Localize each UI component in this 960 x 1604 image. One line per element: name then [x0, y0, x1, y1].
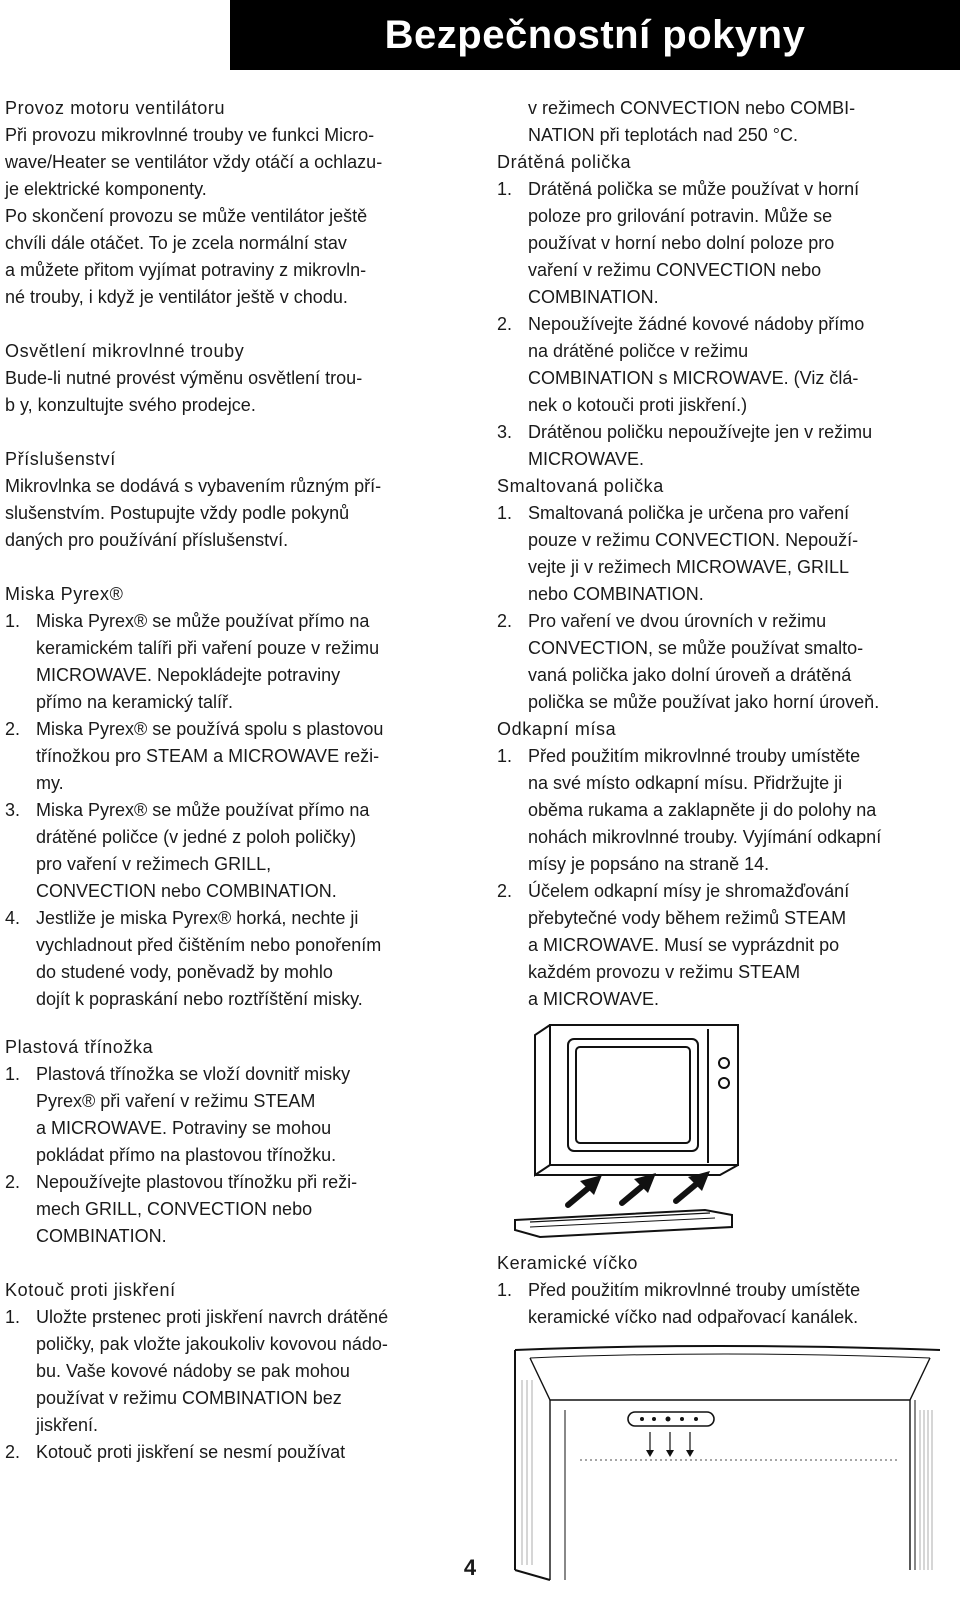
left-column: [5, 95, 470, 1013]
text-line: Při provozu mikrovlnné trouby ve funkci Micro-: [5, 125, 375, 145]
list-item-line: Před použitím mikrovlnné trouby umístěte: [528, 746, 861, 766]
list-item-line: pro vaření v režimech GRILL,: [36, 854, 272, 874]
list-item-line: pouze v režimu CONVECTION. Nepouží-: [528, 530, 859, 550]
list-item-line: nek o kotouči proti jiskření.): [528, 395, 748, 415]
list-item-line: přímo na keramický talíř.: [36, 692, 234, 712]
list-item: [497, 311, 952, 419]
list-number: 1.: [497, 179, 513, 199]
list-item-line: Miska Pyrex® se může používat přímo na: [36, 611, 370, 631]
text-line: daných pro používání příslušenství.: [5, 530, 289, 550]
list-item-line: MICROWAVE. Nepokládejte potraviny: [36, 665, 341, 685]
list-item: [497, 176, 952, 311]
list-item-line: COMBINATION.: [528, 287, 659, 307]
list-item-line: Nepoužívejte žádné kovové nádoby přímo: [528, 314, 865, 334]
list-item-line: my.: [36, 773, 64, 793]
list-item-line: Miska Pyrex® se používá spolu s plastovou: [36, 719, 384, 739]
list-item-line: přebytečné vody během režimů STEAM: [528, 908, 847, 928]
list-number: 1.: [5, 611, 21, 631]
wire-shelf-list: [497, 176, 952, 473]
list-item-line: do studené vody, poněvadž by mohlo: [36, 962, 333, 982]
list-item: [5, 797, 470, 905]
list-number: 2.: [5, 1442, 21, 1462]
list-item-line: jiskření.: [36, 1415, 99, 1435]
list-item-line: keramickém talíři při vaření pouze v režimu: [36, 638, 380, 658]
list-item-line: MICROWAVE.: [528, 449, 644, 469]
list-number: 1.: [497, 1280, 513, 1300]
text-line: Bude-li nutné provést výměnu osvětlení trou-: [5, 368, 363, 388]
text-line: Po skončení provozu se může ventilátor ještě: [5, 206, 368, 226]
right-column: [497, 95, 952, 1013]
list-number: 2.: [497, 314, 513, 334]
list-item-line: COMBINATION.: [36, 1226, 167, 1246]
list-item-line: Jestliže je miska Pyrex® horká, nechte ji: [36, 908, 359, 928]
page-title: Bezpečnostní pokyny: [384, 12, 806, 57]
list-item-line: na své místo odkapní mísu. Přidržujte ji: [528, 773, 843, 793]
list-item-line: vejte ji v režimech MICROWAVE, GRILL: [528, 557, 850, 577]
section-heading-pyrex: Miska Pyrex®: [5, 584, 124, 604]
list-item-line: oběma rukama a zaklapněte ji do polohy na: [528, 800, 877, 820]
list-item-line: a MICROWAVE. Musí se vyprázdnit po: [528, 935, 840, 955]
text-line: chvíli dále otáčet. To je zcela normální stav: [5, 233, 347, 253]
text-line: Mikrovlnka se dodává s vybavením různým pří-: [5, 476, 382, 496]
list-item: [5, 1439, 470, 1466]
list-item: [497, 878, 952, 1013]
list-item-line: Miska Pyrex® se může používat přímo na: [36, 800, 370, 820]
text-line: wave/Heater se ventilátor vždy otáčí a ochlazu-: [5, 152, 383, 172]
list-item: [5, 1061, 470, 1169]
list-item-line: nohách mikrovlnné trouby. Vyjímání odkapní: [528, 827, 882, 847]
section-heading-enamel-shelf: Smaltovaná polička: [497, 476, 664, 496]
text-line: je elektrické komponenty.: [5, 179, 207, 199]
list-item-line: Drátěnou poličku nepoužívejte jen v režimu: [528, 422, 873, 442]
list-item: [5, 716, 470, 797]
accessories-paragraph: [5, 473, 470, 554]
list-item-line: Před použitím mikrovlnné trouby umístěte: [528, 1280, 861, 1300]
list-item: [497, 500, 952, 608]
text-line: v režimech CONVECTION nebo COMBI-: [528, 98, 856, 118]
list-item: [5, 905, 470, 1013]
fan-paragraph: [5, 122, 470, 311]
list-item: [497, 419, 952, 473]
list-item-line: Plastová třínožka se vloží dovnitř misky: [36, 1064, 351, 1084]
list-number: 1.: [5, 1307, 21, 1327]
list-item-line: COMBINATION s MICROWAVE. (Viz člá-: [528, 368, 859, 388]
list-item-line: vychladnout před čištěním nebo ponořením: [36, 935, 382, 955]
list-item: [5, 1304, 470, 1439]
ceramic-lid-list: [497, 1277, 952, 1331]
list-item-line: polička se může používat jako horní úroveň.: [528, 692, 880, 712]
list-number: 2.: [5, 1172, 21, 1192]
list-item-line: Kotouč proti jiskření se nesmí používat: [36, 1442, 346, 1462]
section-heading-accessories: Příslušenství: [5, 449, 116, 469]
section-heading-fan: Provoz motoru ventilátoru: [5, 98, 226, 118]
list-number: 1.: [497, 746, 513, 766]
text-line: NATION při teplotách nad 250 °C.: [528, 125, 798, 145]
list-item: [5, 608, 470, 716]
pyrex-list: [5, 608, 470, 1013]
text-line: a můžete přitom vyjímat potraviny z mikrovln-: [5, 260, 367, 280]
list-item-line: používat v režimu COMBINATION bez: [36, 1388, 342, 1408]
list-item-line: na drátěné poličce v režimu: [528, 341, 749, 361]
section-heading-ring: Kotouč proti jiskření: [5, 1280, 176, 1300]
list-number: 3.: [5, 800, 21, 820]
list-item-line: každém provozu v režimu STEAM: [528, 962, 801, 982]
tripod-list: [5, 1061, 470, 1250]
list-item: [497, 1277, 952, 1331]
list-item-line: keramické víčko nad odpařovací kanálek.: [528, 1307, 859, 1327]
oven-drip-tray-illustration: [510, 1015, 740, 1245]
list-number: 1.: [497, 503, 513, 523]
list-item: [5, 1169, 470, 1250]
list-item-line: dojít k popraskání nebo roztříštění misky.: [36, 989, 363, 1009]
list-item-line: vaření v režimu CONVECTION nebo: [528, 260, 822, 280]
enamel-shelf-list: [497, 500, 952, 716]
section-heading-ceramic-lid: Keramické víčko: [497, 1253, 639, 1273]
list-item-line: Pyrex® při vaření v režimu STEAM: [36, 1091, 316, 1111]
list-item-line: CONVECTION, se může používat smalto-: [528, 638, 864, 658]
list-item-line: třínožkou pro STEAM a MICROWAVE reži-: [36, 746, 380, 766]
list-item-line: drátěné poličce (v jedné z poloh poličky): [36, 827, 357, 847]
list-item-line: vaná polička jako dolní úroveň a drátěná: [528, 665, 852, 685]
ceramic-lid-illustration: [510, 1340, 945, 1600]
list-item-line: CONVECTION nebo COMBINATION.: [36, 881, 337, 901]
list-item-line: Nepoužívejte plastovou třínožku při reži-: [36, 1172, 358, 1192]
text-line: b y, konzultujte svého prodejce.: [5, 395, 256, 415]
section-heading-light: Osvětlení mikrovlnné trouby: [5, 341, 245, 361]
continued-paragraph: [497, 95, 952, 149]
list-item-line: nebo COMBINATION.: [528, 584, 704, 604]
list-item-line: mech GRILL, CONVECTION nebo: [36, 1199, 313, 1219]
list-number: 2.: [497, 611, 513, 631]
section-heading-tripod: Plastová třínožka: [5, 1037, 154, 1057]
list-item-line: pokládat přímo na plastovou třínožku.: [36, 1145, 337, 1165]
section-heading-wire-shelf: Drátěná polička: [497, 152, 632, 172]
list-number: 2.: [5, 719, 21, 739]
list-item: [497, 608, 952, 716]
list-number: 1.: [5, 1064, 21, 1084]
section-heading-drip-tray: Odkapní mísa: [497, 719, 617, 739]
text-line: né trouby, i když je ventilátor ještě v chodu.: [5, 287, 348, 307]
title-bar: [230, 0, 960, 70]
list-item-line: a MICROWAVE. Potraviny se mohou: [36, 1118, 332, 1138]
list-item-line: mísy je popsáno na straně 14.: [528, 854, 770, 874]
list-item-line: používat v horní nebo dolní poloze pro: [528, 233, 835, 253]
list-number: 3.: [497, 422, 513, 442]
list-item-line: Smaltovaná polička je určena pro vaření: [528, 503, 850, 523]
list-item-line: a MICROWAVE.: [528, 989, 660, 1009]
list-number: 2.: [497, 881, 513, 901]
list-item-line: Pro vaření ve dvou úrovních v režimu: [528, 611, 827, 631]
list-item-line: Uložte prstenec proti jiskření navrch drátěné: [36, 1307, 389, 1327]
drip-tray-list: [497, 743, 952, 1013]
list-number: 4.: [5, 908, 21, 928]
list-item: [497, 743, 952, 878]
list-item-line: Drátěná polička se může používat v horní: [528, 179, 860, 199]
list-item-line: poloze pro grilování potravin. Může se: [528, 206, 833, 226]
list-item-line: poličky, pak vložte jakoukoliv kovovou nádo-: [36, 1334, 388, 1354]
page-number: 4: [463, 1555, 477, 1580]
list-item-line: Účelem odkapní mísy je shromažďování: [528, 881, 850, 901]
right-column-bottom: [497, 1250, 952, 1331]
light-paragraph: [5, 365, 470, 419]
ring-list: [5, 1304, 470, 1466]
list-item-line: bu. Vaše kovové nádoby se pak mohou: [36, 1361, 350, 1381]
text-line: slušenstvím. Postupujte vždy podle pokynů: [5, 503, 350, 523]
left-column-bottom: [5, 1034, 470, 1466]
